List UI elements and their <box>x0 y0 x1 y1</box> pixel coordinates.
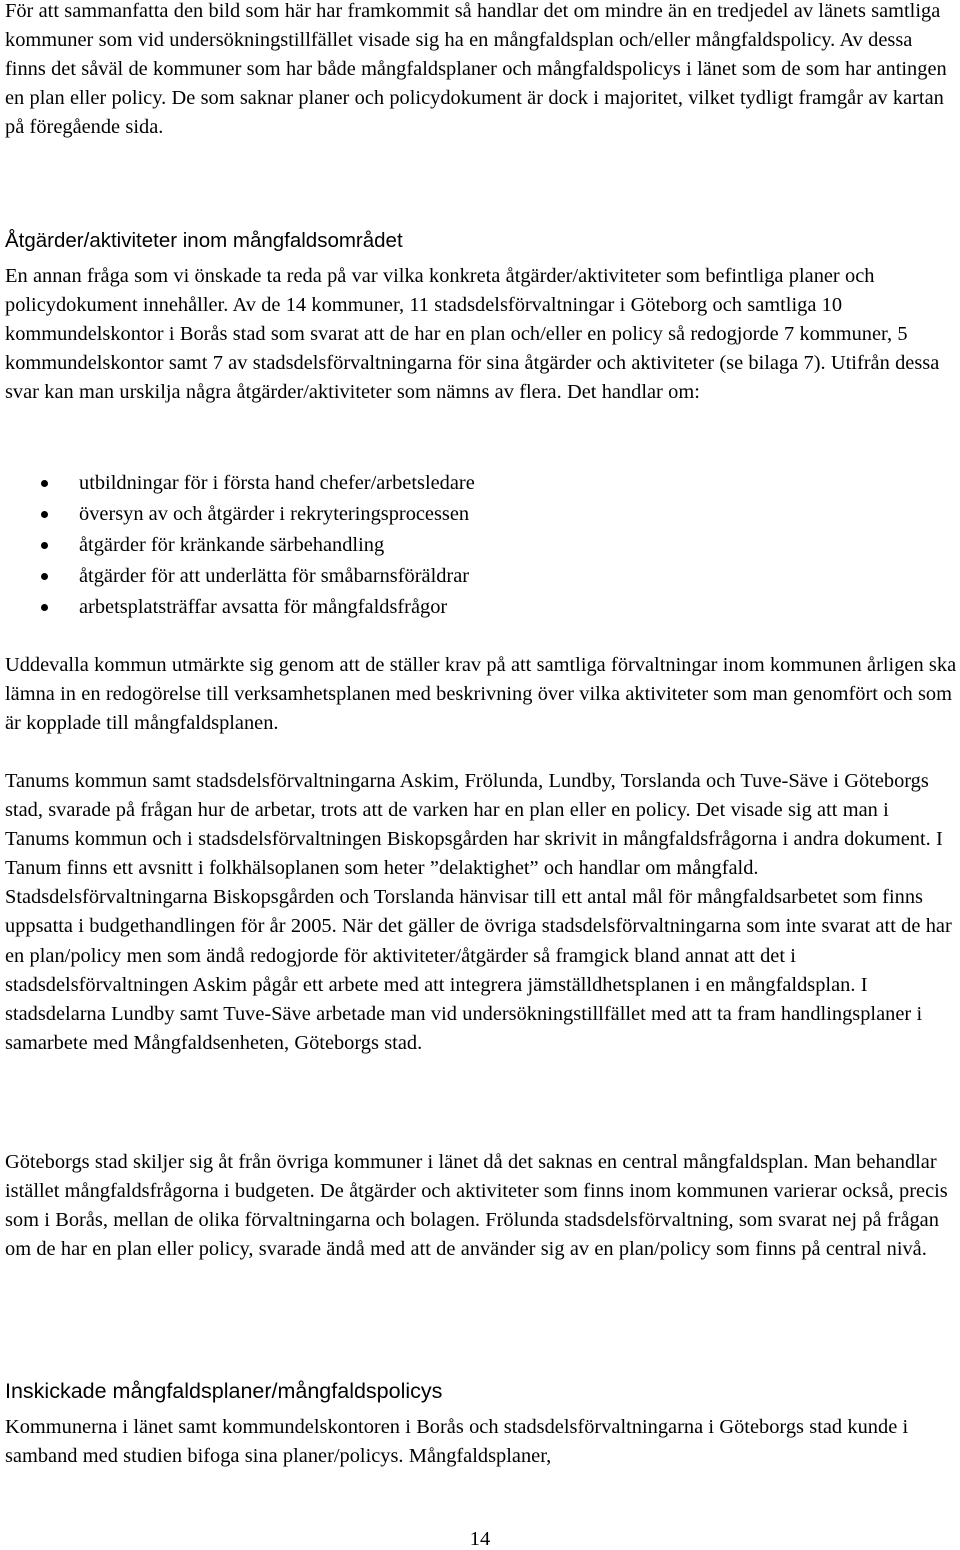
bullet-icon <box>41 511 48 518</box>
list-item-text: översyn av och åtgärder i rekryteringsprocessen <box>79 503 470 525</box>
list-item <box>5 468 475 499</box>
paragraph-uddevalla: Uddevalla kommun utmärkte sig genom att de ställer krav på att samtliga förvaltningar inom kommunen årligen ska lämna in en redogörelse till verksamhetsplanen med beskrivning över vilka aktiviteter som man genomfört och som är kopplade till mångfaldsplanen. <box>5 654 957 735</box>
activities-bullet-list <box>5 468 475 623</box>
section-heading-submitted-plans: Inskickade mångfaldsplaner/mångfaldspolicys <box>5 1379 443 1403</box>
list-item <box>5 592 475 623</box>
paragraph-summary: För att sammanfatta den bild som här har framkommit så handlar det om mindre än en tredjedel av länets samtliga kommuner som vid undersökningstillfället visade sig ha en mångfaldsplan och/eller mångfaldspolicy. Av dessa finns det såväl de kommuner som har både mångfaldsplaner och mångfaldspolicys i länet som de som har antingen en plan eller policy. De som saknar planer och policydokument är dock i majoritet, vilket tydligt framgår av kartan på föregående sida. <box>5 0 947 139</box>
bullet-icon <box>41 480 48 487</box>
paragraph-tanum: Tanums kommun samt stadsdelsförvaltningarna Askim, Frölunda, Lundby, Torslanda och Tuve-Säve i Göteborgs stad, svarade på frågan hur de arbetar, trots att de varken har en plan eller en policy. Det visade sig att man i Tanums kommun och i stadsdelsförvaltningen Biskopsgården har skrivit in mångfaldsfrågorna i andra dokument. I Tanum finns ett avsnitt i folkhälsoplanen som heter ”delaktighet” och handlar om mångfald. Stadsdelsförvaltningarna Biskopsgården och Torslanda hänvisar till ett antal mål för mångfaldsarbetet som finns uppsatta i budgethandlingen för år 2005. När det gäller de övriga stadsdelsförvaltningarna som inte svarat att de har en plan/policy men som ändå redogjorde för aktiviteter/åtgärder så framgick bland annat att det i stadsdelsförvaltningen Askim pågår ett arbete med att integrera jämställdhetsplanen i en mångfaldsplan. I stadsdelarna Lundby samt Tuve-Säve arbetade man vid undersökningstillfället med att ta fram handlingsplaner i samarbete med Mångfaldsenheten, Göteborgs stad. <box>5 770 952 1054</box>
list-item-text: åtgärder för kränkande särbehandling <box>79 534 385 556</box>
section-heading-activities: Åtgärder/aktiviteter inom mångfaldsområdet <box>5 229 403 252</box>
bullet-icon <box>41 542 48 549</box>
paragraph-goteborg: Göteborgs stad skiljer sig åt från övriga kommuner i länet då det saknas en central mångfaldsplan. Man behandlar istället mångfaldsfrågorna i budgeten. De åtgärder och aktiviteter som finns inom kommunen varierar också, precis som i Borås, mellan de olika förvaltningarna och bolagen. Frölunda stadsdelsförvaltning, som svarat nej på frågan om de har en plan eller policy, svarade ändå med att de använder sig av en plan/policy som finns på central nivå. <box>5 1151 948 1261</box>
list-item <box>5 499 475 530</box>
list-item <box>5 530 475 561</box>
page-number: 14 <box>469 1528 491 1550</box>
paragraph-submitted-plans: Kommunerna i länet samt kommundelskontoren i Borås och stadsdelsförvaltningarna i Göteborgs stad kunde i samband med studien bifoga sina planer/policys. Mångfaldsplaner, <box>5 1416 909 1468</box>
list-item-text: åtgärder för att underlätta för småbarnsföräldrar <box>79 565 470 587</box>
bullet-icon <box>41 604 48 611</box>
paragraph-activities-intro: En annan fråga som vi önskade ta reda på var vilka konkreta åtgärder/aktiviteter som befintliga planer och policydokument innehåller. Av de 14 kommuner, 11 stadsdelsförvaltningar i Göteborg och samtliga 10 kommundelskontor i Borås stad som svarat att de har en plan och/eller en policy så redogjorde 7 kommuner, 5 kommundelskontor samt 7 av stadsdelsförvaltningarna för sina åtgärder och aktiviteter (se bilaga 7). Utifrån dessa svar kan man urskilja några åtgärder/aktiviteter som nämns av flera. Det handlar om: <box>5 265 940 404</box>
list-item <box>5 561 475 592</box>
list-item-text: arbetsplatsträffar avsatta för mångfaldsfrågor <box>79 596 448 618</box>
list-item-text: utbildningar för i första hand chefer/arbetsledare <box>79 472 475 494</box>
bullet-icon <box>41 573 48 580</box>
